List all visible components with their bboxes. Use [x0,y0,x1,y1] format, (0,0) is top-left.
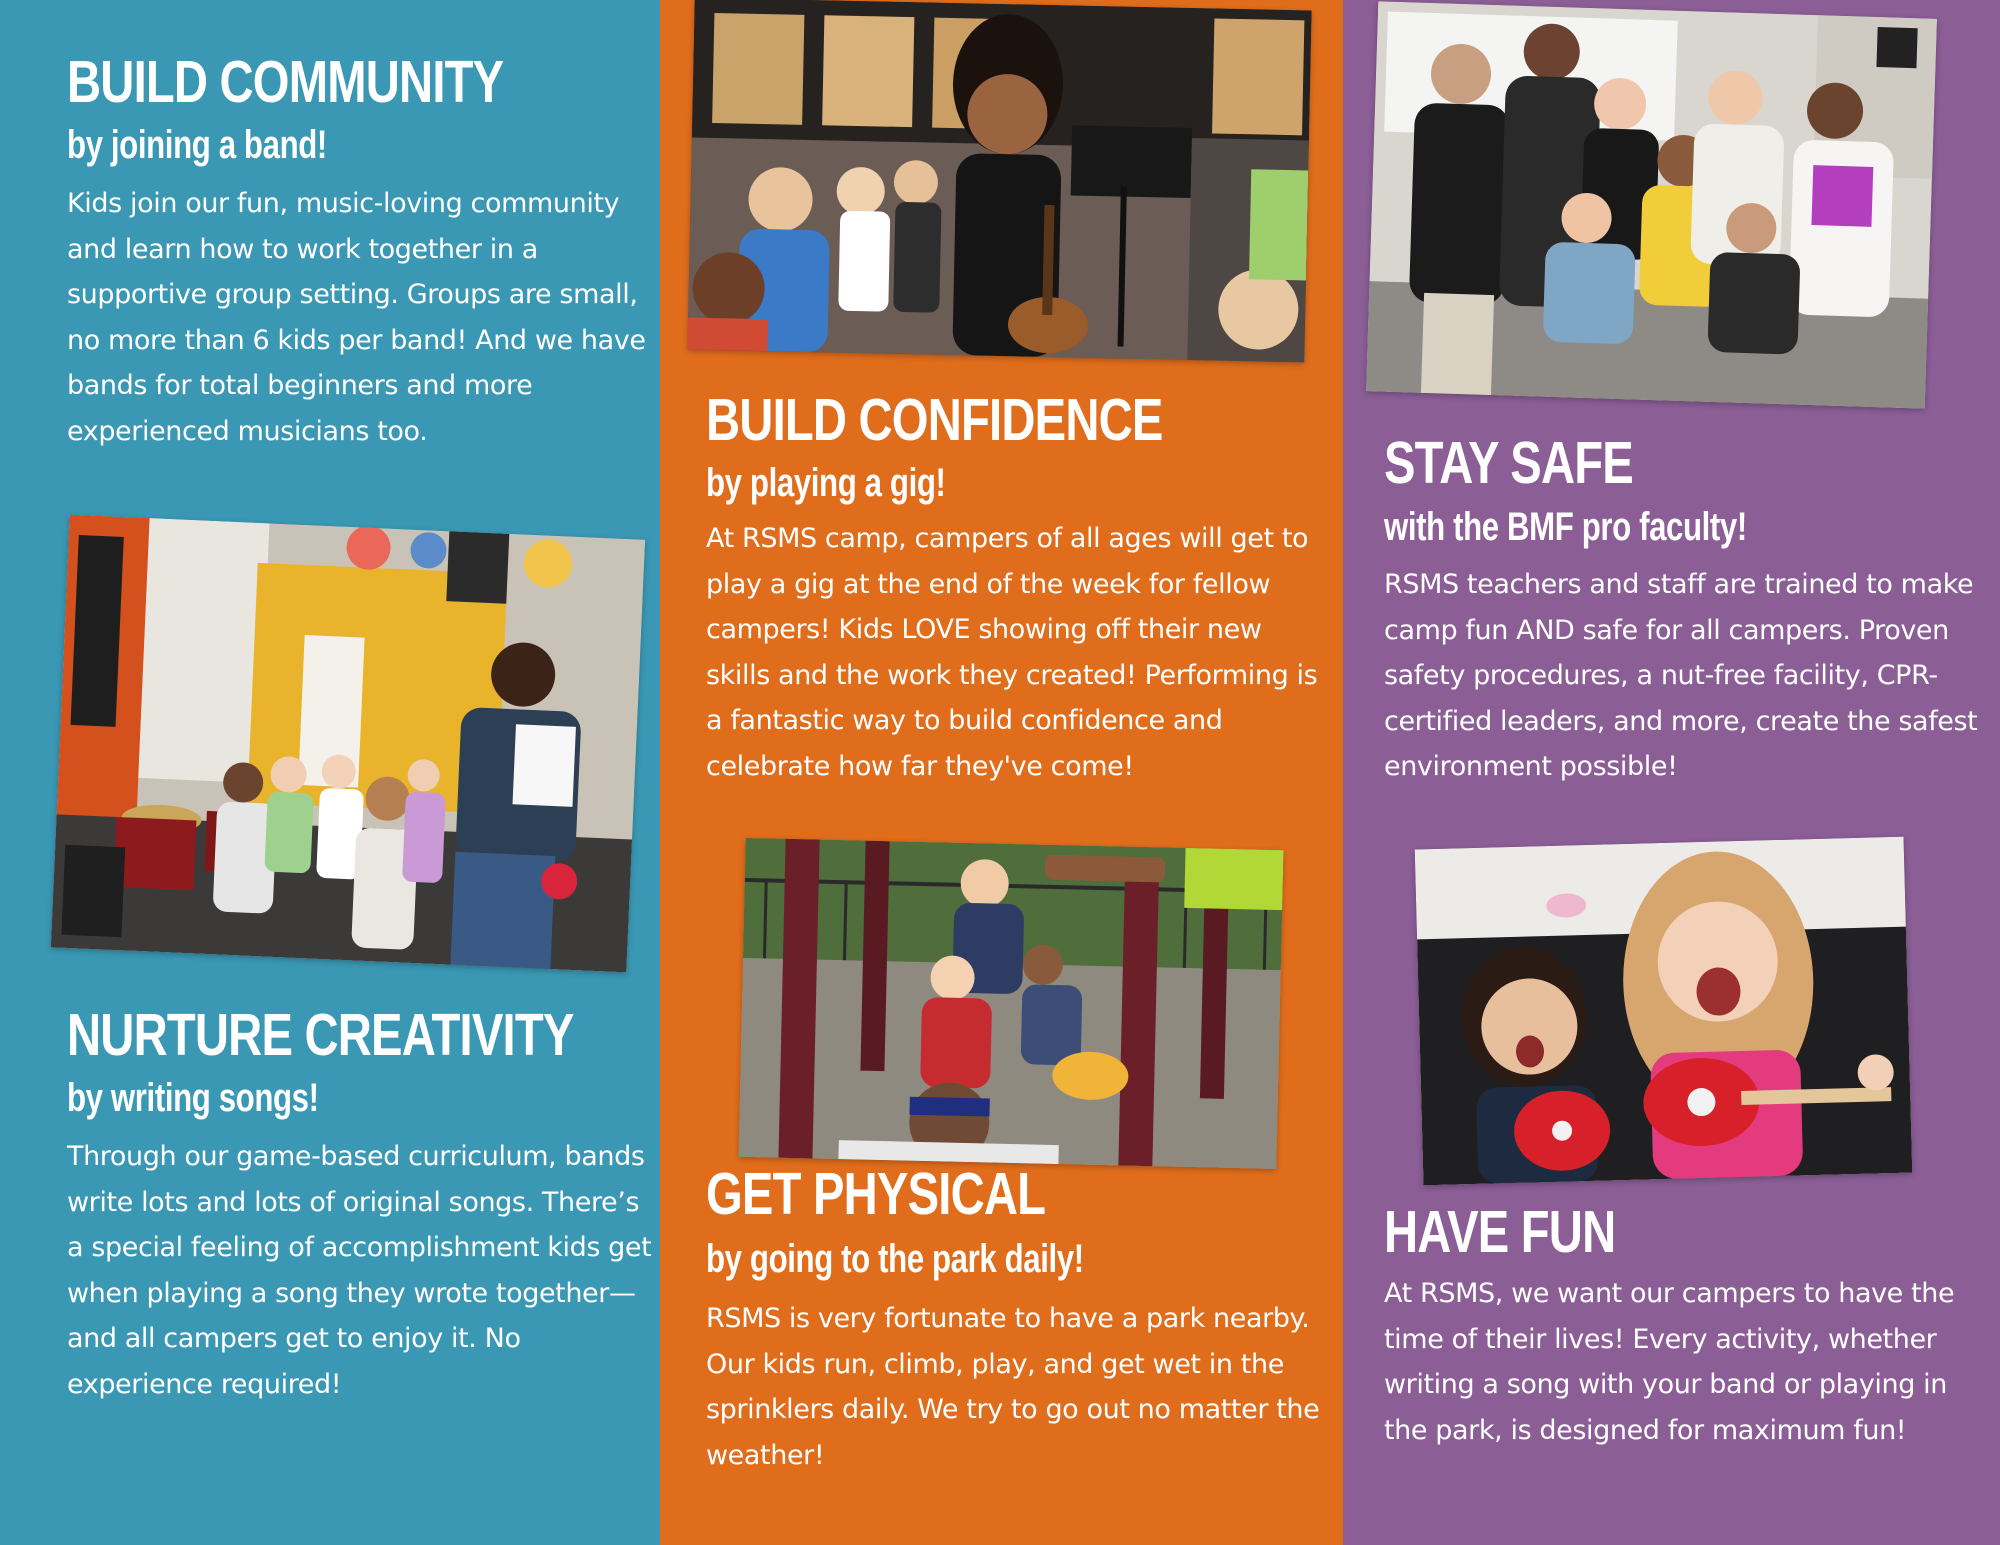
band-practice-icon [51,515,645,973]
build-confidence-heading: BUILD CONFIDENCE [706,387,1163,453]
kids-ukulele-icon [1415,837,1913,1186]
build-community-heading: BUILD COMMUNITY [67,49,504,115]
nurture-creativity-body: Through our game-based curriculum, bands write lots and lots of original songs. There’s a special feeling of accomplishment kids get when playing a song they wrote together—and all campers get to enjoy it. No experience required! [67,1141,652,1400]
nurture-creativity-heading: NURTURE CREATIVITY [67,1002,574,1068]
have-fun-heading: HAVE FUN [1384,1199,1616,1265]
right-panel [1343,0,2000,1545]
faculty-group-photo [1366,1,1937,408]
stay-safe-body: RSMS teachers and staff are trained to make camp fun AND safe for all campers. Proven safety procedures, a nut-free facility, CPR-certified leaders, and more, create the safest environment possible! [1384,569,1978,782]
have-fun-body: At RSMS, we want our campers to have the time of their lives! Every activity, whether writing a song with your band or playing in the park, is designed for maximum fun! [1384,1278,1955,1446]
faculty-group-icon [1366,1,1937,408]
build-confidence-subheading: by playing a gig! [706,461,946,505]
nurture-creativity-subheading: by writing songs! [67,1076,319,1120]
build-community-body: Kids join our fun, music-loving community and learn how to work together in a supportive group setting. Groups are small, no more than 6 kids per band! And we have bands for total beginners and more experienced musicians too. [67,188,646,447]
kids-ukulele-photo [1415,837,1913,1186]
stay-safe-heading: STAY SAFE [1384,430,1633,496]
left-panel [0,0,660,1545]
park-playground-icon [738,838,1283,1169]
get-physical-body: RSMS is very fortunate to have a park nearby. Our kids run, climb, play, and get wet in the sprinklers daily. We try to go out no matter the weather! [706,1303,1320,1471]
build-confidence-body: At RSMS camp, campers of all ages will get to play a gig at the end of the week for fellow campers! Kids LOVE showing off their new skills and the work they created! Performing is a fantastic way to build confidence and celebrate how far they've come! [706,523,1318,782]
park-playground-photo [738,838,1283,1169]
get-physical-subheading: by going to the park daily! [706,1237,1084,1281]
middle-panel [660,0,1343,1545]
gig-performance-photo [687,0,1311,362]
stay-safe-subheading: with the BMF pro faculty! [1384,505,1747,549]
get-physical-heading: GET PHYSICAL [706,1161,1046,1227]
gig-performance-icon [687,0,1311,362]
band-practice-photo [51,515,645,973]
build-community-subheading: by joining a band! [67,123,327,167]
